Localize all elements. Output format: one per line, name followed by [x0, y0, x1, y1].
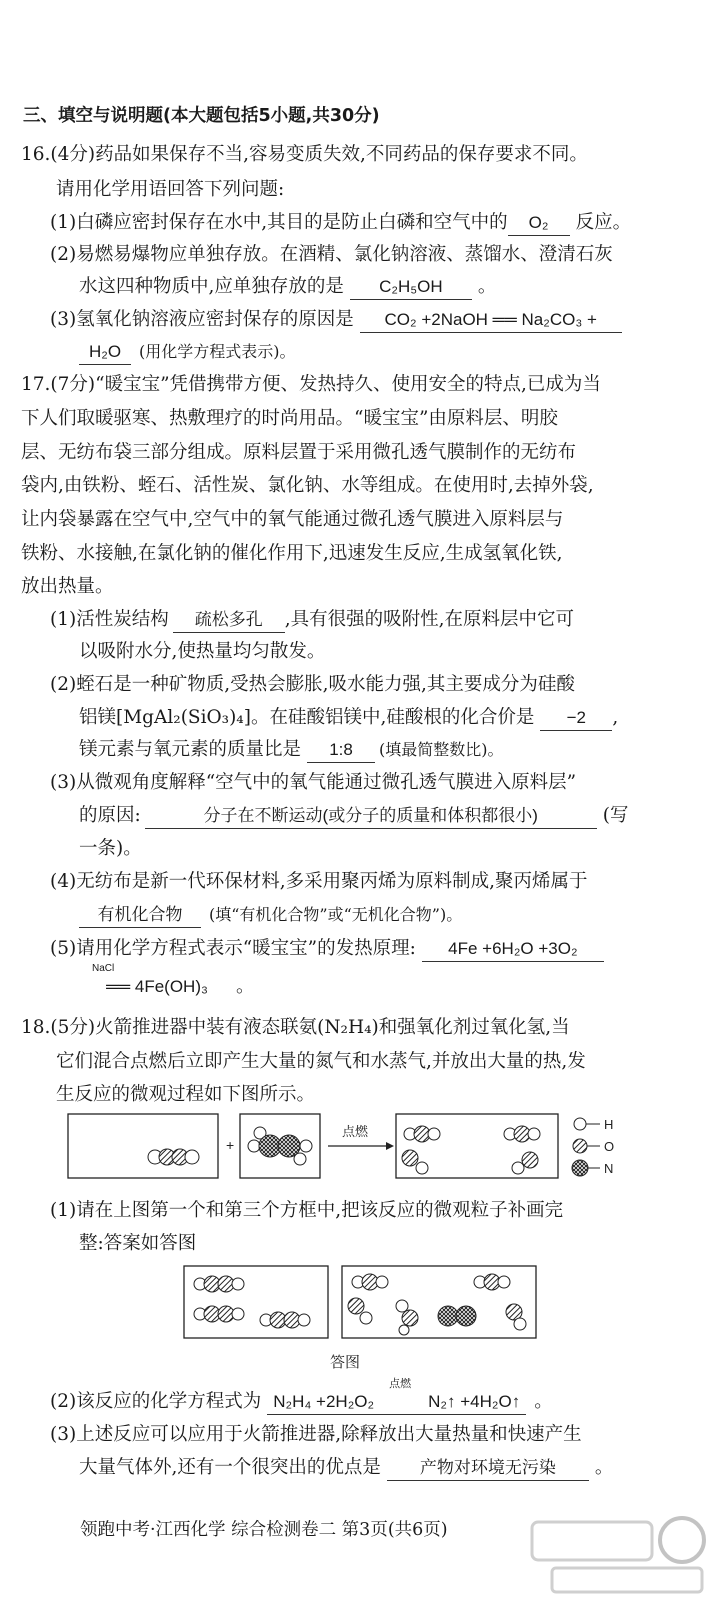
arrow-label: 点燃 [342, 1124, 369, 1139]
q17-part1-line1: (1)活性炭结构 疏松多孔 ,具有很强的吸附性,在原料层中它可 [50, 608, 574, 633]
q17-part5-line2: ══ 4Fe(OH)₃ 。 [86, 975, 255, 999]
q17-part2-line1: (2)蛭石是一种矿物质,受热会膨胀,吸水能力强,其主要成分为硅酸 [50, 674, 575, 695]
reaction-diagram [60, 1108, 700, 1186]
q17-answer2a: −2 [540, 706, 612, 731]
q16-stem-line1: 16.(4分)药品如果保存不当,容易变质失效,不同药品的保存要求不同。 [21, 144, 588, 165]
q17-part4-line2: 有机化合物 (填“有机化合物”或“无机化合物”)。 [79, 903, 462, 928]
q16-stem-line2: 请用化学用语回答下列问题: [56, 179, 285, 200]
q17-answer1: 疏松多孔 [173, 608, 285, 633]
q16-answer2: C₂H₅OH [350, 275, 472, 300]
q16-answer1: O₂ [508, 211, 570, 236]
q17-part2-line3: 镁元素与氧元素的质量比是 1:8 (填最简整数比)。 [79, 738, 504, 763]
q17-part5-line1: (5)请用化学方程式表示“暖宝宝”的发热原理: 4Fe +6H₂O +3O₂ [50, 937, 604, 962]
q18-stem-line3: 生反应的微观过程如下图所示。 [56, 1084, 316, 1105]
q17-answer4: 有机化合物 [79, 903, 201, 928]
q18-stem-line1: 18.(5分)火箭推进器中装有液态联氨(N₂H₄)和强氧化剂过氧化氢,当 [21, 1017, 570, 1038]
q17-part4-line1: (4)无纺布是新一代环保材料,多采用聚丙烯为原料制成,聚丙烯属于 [50, 871, 588, 892]
q17-answer3: 分子在不断运动(或分子的质量和体积都很小) [145, 804, 597, 829]
q17-answer5-line1: 4Fe +6H₂O +3O₂ [422, 937, 604, 962]
q17-answer5-condition: NaCl [92, 963, 115, 974]
reactant-box-1 [68, 1114, 218, 1178]
legend-hydrogen: H [604, 1117, 614, 1132]
q17-answer5-line2: ══ 4Fe(OH)₃ [106, 977, 208, 996]
q16-part2-line2: 水这四种物质中,应单独存放的是 C₂H₅OH 。 [79, 275, 496, 300]
q16-part3-line2: H₂O (用化学方程式表示)。 [79, 340, 296, 365]
q16-part1: (1)白磷应密封保存在水中,其目的是防止白磷和空气中的 O₂ 反应。 [50, 211, 631, 236]
q18-answer2-left: N₂H₄ +2H₂O₂ [267, 1390, 374, 1415]
q18-part2: (2)该反应的化学方程式为 N₂H₄ +2H₂O₂ 点燃 N₂↑ +4H₂O↑ 。 [50, 1390, 553, 1415]
legend [572, 1117, 614, 1176]
page-footer: 领跑中考·江西化学 综合检测卷二 第3页(共6页) [80, 1520, 448, 1540]
watermark-stamp [512, 1510, 712, 1600]
plus-sign: + [226, 1137, 235, 1153]
q17-stem-line7: 放出热量。 [21, 576, 114, 597]
q18-part3-line2: 大量气体外,还有一个很突出的优点是 产物对环境无污染 。 [79, 1456, 613, 1481]
q18-answer2-right: N₂↑ +4H₂O↑ [426, 1390, 526, 1415]
q17-part2-line2: 铝镁[MgAl₂(SiO₃)₄]。在硅酸铝镁中,硅酸根的化合价是 −2 , [79, 706, 618, 731]
q17-answer2b: 1:8 [307, 738, 375, 763]
q17-stem-line6: 铁粉、水接触,在氯化钠的催化作用下,迅速发生反应,生成氢氧化铁, [21, 543, 563, 564]
q18-stem-line2: 它们混合点燃后立即产生大量的氮气和水蒸气,并放出大量的热,发 [56, 1051, 586, 1072]
q17-stem-line4: 袋内,由铁粉、蛭石、活性炭、氯化钠、水等组成。在使用时,去掉外袋, [21, 475, 594, 496]
q16-part2-line1: (2)易燃易爆物应单独存放。在酒精、氯化钠溶液、蒸馏水、澄清石灰 [50, 244, 613, 265]
legend-nitrogen: N [604, 1161, 614, 1176]
q18-part1-line2: 整:答案如答图 [79, 1233, 197, 1254]
water-molecule-1 [404, 1126, 440, 1142]
q17-part1-line2: 以吸附水分,使热量均匀散发。 [79, 641, 326, 662]
q17-stem-line2: 下人们取暖驱寒、热敷理疗的时尚用品。“暖宝宝”由原料层、明胶 [21, 408, 558, 429]
legend-oxygen: O [604, 1139, 615, 1154]
section-title: 三、填空与说明题(本大题包括5小题,共30分) [23, 106, 380, 126]
q18-part3-line1: (3)上述反应可以应用于火箭推进器,除释放出大量热量和快速产生 [50, 1424, 582, 1445]
answer-figure-caption: 答图 [330, 1353, 361, 1371]
q17-part3-line3: 一条)。 [79, 838, 142, 859]
q17-stem-line5: 让内袋暴露在空气中,空气中的氧气能通过微孔透气膜进入原料层与 [21, 509, 564, 530]
water-molecule-3 [504, 1126, 540, 1142]
q18-answer3: 产物对环境无污染 [387, 1456, 589, 1481]
q18-answer2-arrow [374, 1377, 426, 1415]
q16-part3-line1: (3)氢氧化钠溶液应密封保存的原因是 CO₂ +2NaOH ══ Na₂CO₃ + [50, 308, 622, 333]
q17-stem-line1: 17.(7分)“暖宝宝”凭借携带方便、发热持久、使用安全的特点,已成为当 [21, 374, 601, 395]
answer-figure [180, 1262, 540, 1344]
q18-answer2-condition: 点燃 [389, 1377, 412, 1390]
q16-answer3-line1: CO₂ +2NaOH ══ Na₂CO₃ + [360, 308, 622, 333]
q18-part1-line1: (1)请在上图第一个和第三个方框中,把该反应的微观粒子补画完 [50, 1200, 564, 1221]
q16-answer3-line2: H₂O [79, 340, 131, 365]
answer-box-1 [184, 1266, 328, 1338]
q17-part3-line1: (3)从微观角度解释“空气中的氧气能通过微孔透气膜进入原料层” [50, 772, 577, 793]
q17-stem-line3: 层、无纺布袋三部分组成。原料层置于采用微孔透气膜制作的无纺布 [21, 442, 577, 463]
q17-part3-line2: 的原因: 分子在不断运动(或分子的质量和体积都很小) (写 [79, 804, 628, 829]
